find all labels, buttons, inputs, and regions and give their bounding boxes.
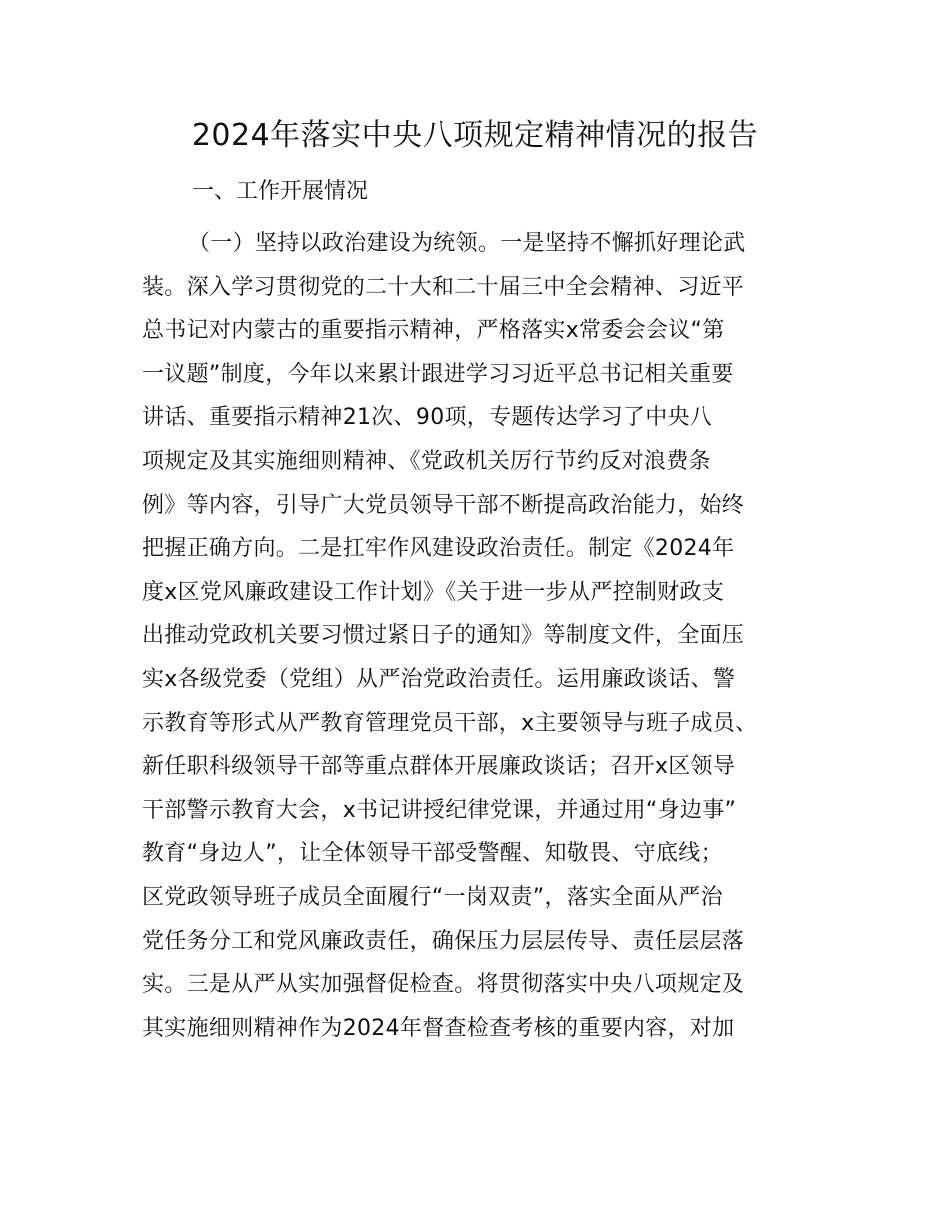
paragraph-line: 度x区党风廉政建设工作计划》《关于进一步从严控制财政支	[142, 579, 725, 605]
paragraph-line: （一）坚持以政治建设为统领。一是坚持不懈抓好理论武	[188, 231, 746, 256]
paragraph-line: 教育“身边人”，让全体领导干部受警醒、知敬畏、守底线；	[142, 841, 723, 867]
paragraph-line: 例》等内容，引导广大党员领导干部不断提高政治能力，始终	[142, 492, 745, 518]
paragraph-line: 党任务分工和党风廉政责任，确保压力层层传导、责任层层落	[142, 928, 745, 954]
paragraph-line: 装。深入学习贯彻党的二十大和二十届三中全会精神、习近平	[142, 274, 745, 300]
paragraph-line: 新任职科级领导干部等重点群体开展廉政谈话；召开x区领导	[142, 754, 736, 780]
paragraph-line: 把握正确方向。二是扛牢作风建设政治责任。制定《2024年	[142, 536, 735, 562]
section-heading: 一、工作开展情况	[192, 179, 369, 204]
paragraph-line: 其实施细则精神作为2024年督查检查考核的重要内容，对加	[142, 1015, 735, 1041]
document-title: 2024年落实中央八项规定精神情况的报告	[191, 118, 759, 153]
paragraph-line: 干部警示教育大会，x书记讲授纪律党课，并通过用“身边事”	[142, 797, 737, 823]
paragraph-line: 出推动党政机关要习惯过紧日子的通知》等制度文件，全面压	[142, 623, 745, 649]
paragraph-line: 区党政领导班子成员全面履行“一岗双责”，落实全面从严治	[142, 884, 723, 910]
paragraph-line: 总书记对内蒙古的重要指示精神，严格落实x常委会会议“第	[142, 318, 725, 344]
paragraph-line: 示教育等形式从严教育管理党员干部，x主要领导与班子成员、	[142, 710, 758, 736]
paragraph-line: 实x各级党委（党组）从严治党政治责任。运用廉政谈话、警	[142, 666, 736, 692]
paragraph-line: 一议题”制度，今年以来累计跟进学习习近平总书记相关重要	[142, 361, 734, 387]
paragraph-line: 实。三是从严从实加强督促检查。将贯彻落实中央八项规定及	[142, 972, 745, 998]
paragraph-line: 项规定及其实施细则精神、《党政机关厉行节约反对浪费条	[142, 448, 711, 474]
body-paragraph	[142, 225, 842, 1053]
paragraph-line: 讲话、重要指示精神21次、90项，专题传达学习了中央八	[142, 405, 713, 431]
